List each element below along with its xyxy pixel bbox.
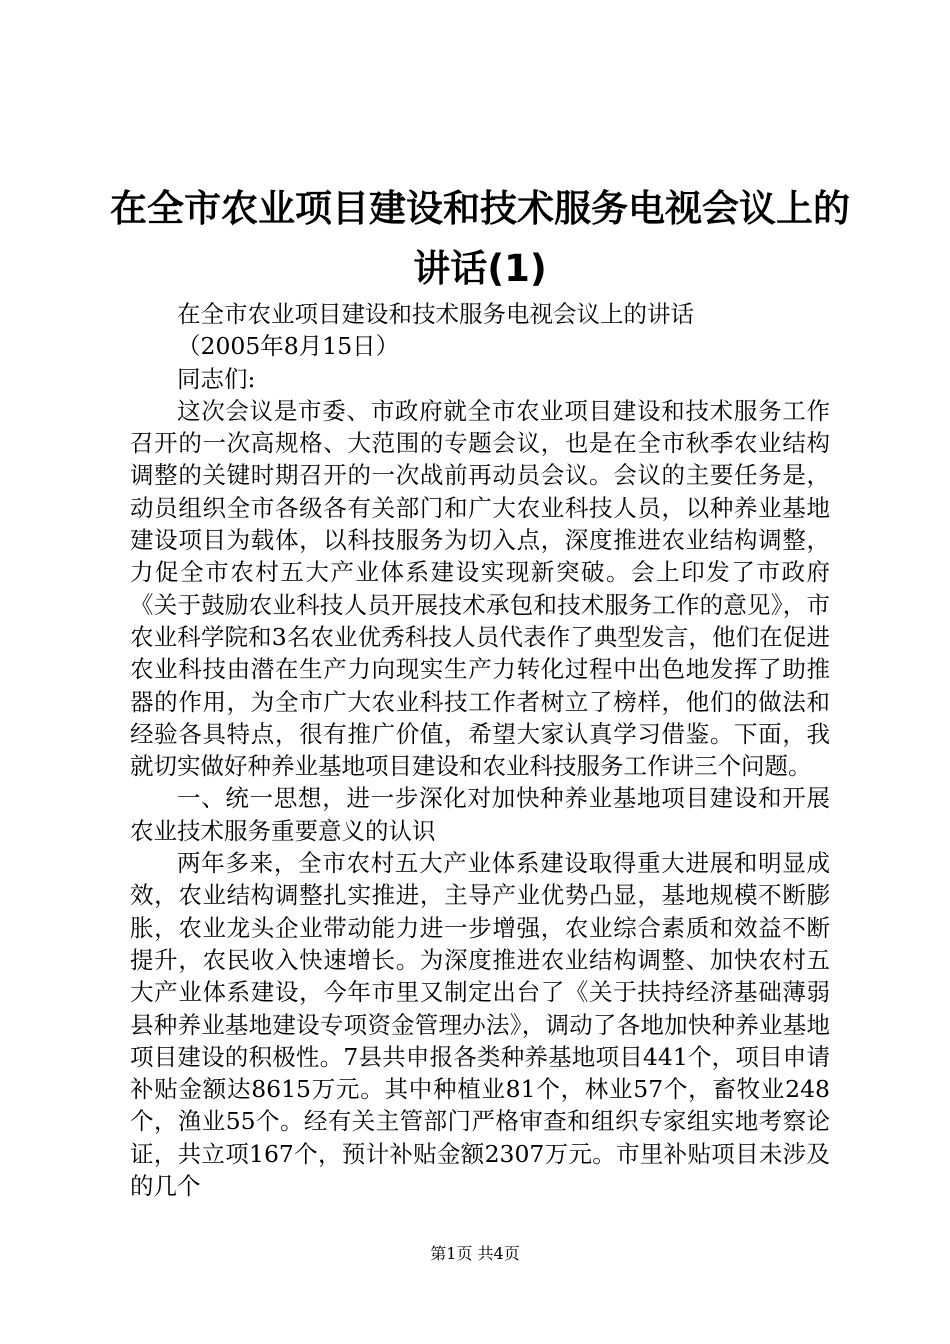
subtitle-line: 在全市农业项目建设和技术服务电视会议上的讲话 bbox=[177, 300, 694, 328]
document-title-line1: 在全市农业项目建设和技术服务电视会议上的 bbox=[110, 187, 850, 230]
salutation: 同志们: bbox=[177, 364, 256, 393]
body-paragraph: 这次会议是市委、市政府就全市农业项目建设和技术服务工作召开的一次高规格、大范围的专题会议，也是在全市秋季农业结构调整的关键时期召开的一次战前再动员会议。会议的主要任务是，动员组织全市各级各有关部门和广大农业科技人员，以种养业基地建设项目为载体，以科技服务为切入点，深度推进农业结构调整，力促全市农村五大产业体系建设实现新突破。会上印发了市政府《关于鼓励农业科技人员开展技术承包和技术服务工作的意见》，市农业科学院和3名农业优秀科技人员代表作了典型发言，他们在促进农业科技由潜在生产力向现实生产力转化过程中出色地发挥了助推器的作用，为全市广大农业科技工作者树立了榜样，他们的做法和经验各具特点，很有推广价值，希望大家认真学习借鉴。下面，我就切实做好种养业基地项目建设和农业科技服务工作讲三个问题。 bbox=[130, 396, 830, 781]
body-paragraph: 两年多来，全市农村五大产业体系建设取得重大进展和明显成效，农业结构调整扎实推进，主导产业优势凸显，基地规模不断膨胀，农业龙头企业带动能力进一步增强，农业综合素质和效益不断提升，农民收入快速增长。为深度推进农业结构调整、加快农村五大产业体系建设，今年市里又制定出台了《关于扶持经济基础薄弱县种养业基地建设专项资金管理办法》，调动了各地加快种养业基地项目建设的积极性。7县共申报各类种养基地项目441个，项目申请补贴金额达8615万元。其中种植业81个，林业57个，畜牧业248个，渔业55个。经有关主管部门严格审查和组织专家组实地考察论证，共立项167个，预计补贴金额2307万元。市里补贴项目未涉及的几个 bbox=[130, 849, 830, 1201]
date-line: （2005年8月15日） bbox=[177, 332, 400, 361]
section-heading: 一、统一思想，进一步深化对加快种养业基地项目建设和开展农业技术服务重要意义的认识 bbox=[130, 784, 830, 845]
page-footer: 第1页 共4页 bbox=[430, 1244, 520, 1263]
document-body bbox=[130, 298, 830, 1202]
document-title-line2: 讲话(1) bbox=[413, 247, 547, 290]
